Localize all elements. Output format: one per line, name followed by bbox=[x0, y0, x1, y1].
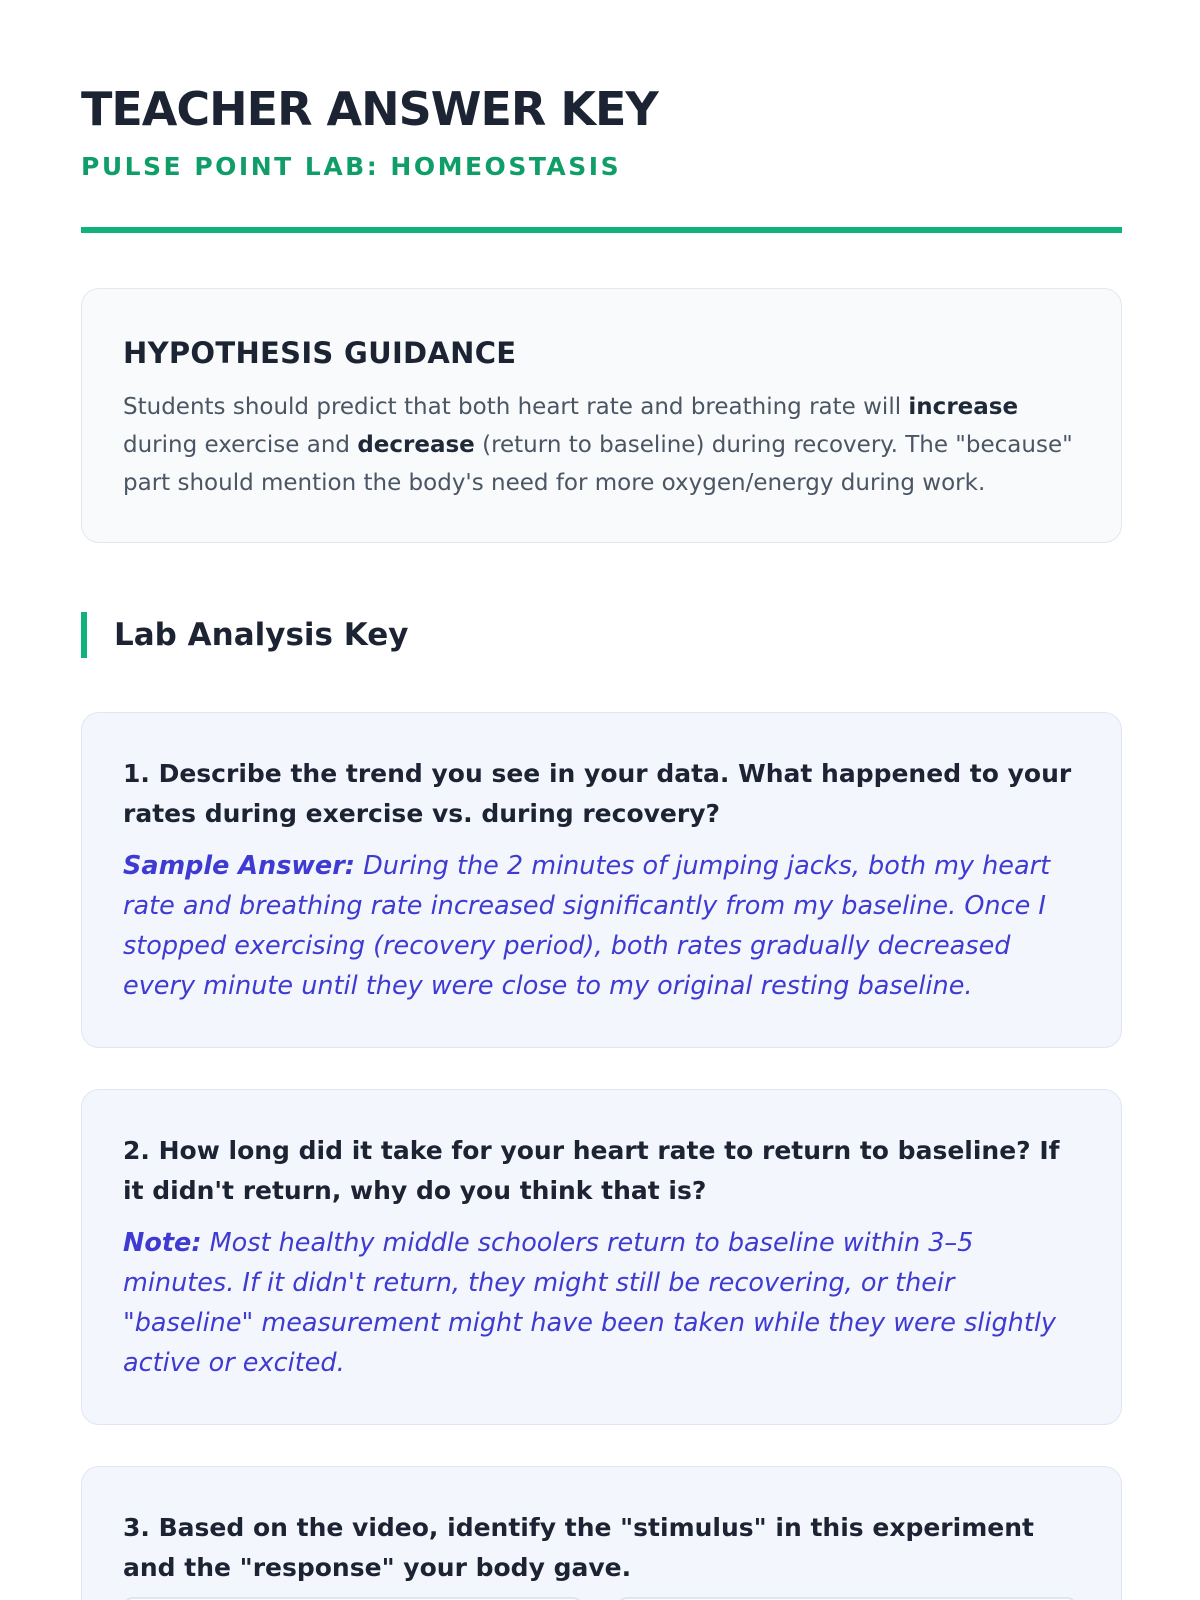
hypothesis-text bbox=[123, 388, 1080, 502]
answer-label: Note: bbox=[123, 1228, 202, 1258]
page-title: TEACHER ANSWER KEY bbox=[81, 82, 658, 136]
title-divider bbox=[81, 227, 1122, 233]
page-subtitle: PULSE POINT LAB: HOMEOSTASIS bbox=[81, 152, 622, 181]
answer-body: During the 2 minutes of jumping jacks, both my heart rate and breathing rate increased significantly from my baseline. Once I stopped exercising (recovery period), both rates gradually decreased every minute until they were close to my original resting baseline. bbox=[123, 851, 1051, 1001]
answer-body: Most healthy middle schoolers return to baseline within 3–5 minutes. If it didn't return, they might still be recovering, or their "baseline" measurement might have been taken while they were slightly active or excited. bbox=[123, 1228, 1056, 1378]
question-text: 3. Based on the video, identify the "stimulus" in this experiment and the "response" your body gave. bbox=[123, 1513, 1034, 1582]
hypothesis-guidance-card bbox=[81, 288, 1122, 543]
hypothesis-text-part: Students should predict that both heart rate and breathing rate will bbox=[123, 394, 909, 420]
hypothesis-emphasis-increase: increase bbox=[908, 394, 1019, 420]
section-heading: Lab Analysis Key bbox=[81, 612, 409, 658]
question-text: 2. How long did it take for your heart rate to return to baseline? If it didn't return, why do you think that is? bbox=[123, 1136, 1060, 1205]
question-card-3 bbox=[81, 1466, 1122, 1600]
question-card-2 bbox=[81, 1089, 1122, 1425]
hypothesis-text-part: during exercise and bbox=[123, 432, 358, 458]
question-card-1 bbox=[81, 712, 1122, 1048]
hypothesis-heading: HYPOTHESIS GUIDANCE bbox=[123, 336, 517, 370]
hypothesis-text-part: (return to baseline) during recovery. The "because" part should mention the body's need for more oxygen/energy during work. bbox=[123, 432, 1073, 496]
hypothesis-emphasis-decrease: decrease bbox=[357, 432, 475, 458]
answer-label: Sample Answer: bbox=[123, 851, 356, 881]
question-text: 1. Describe the trend you see in your data. What happened to your rates during exercise vs. during recovery? bbox=[123, 759, 1072, 828]
answer-text bbox=[123, 1223, 1080, 1383]
answer-text bbox=[123, 846, 1080, 1006]
